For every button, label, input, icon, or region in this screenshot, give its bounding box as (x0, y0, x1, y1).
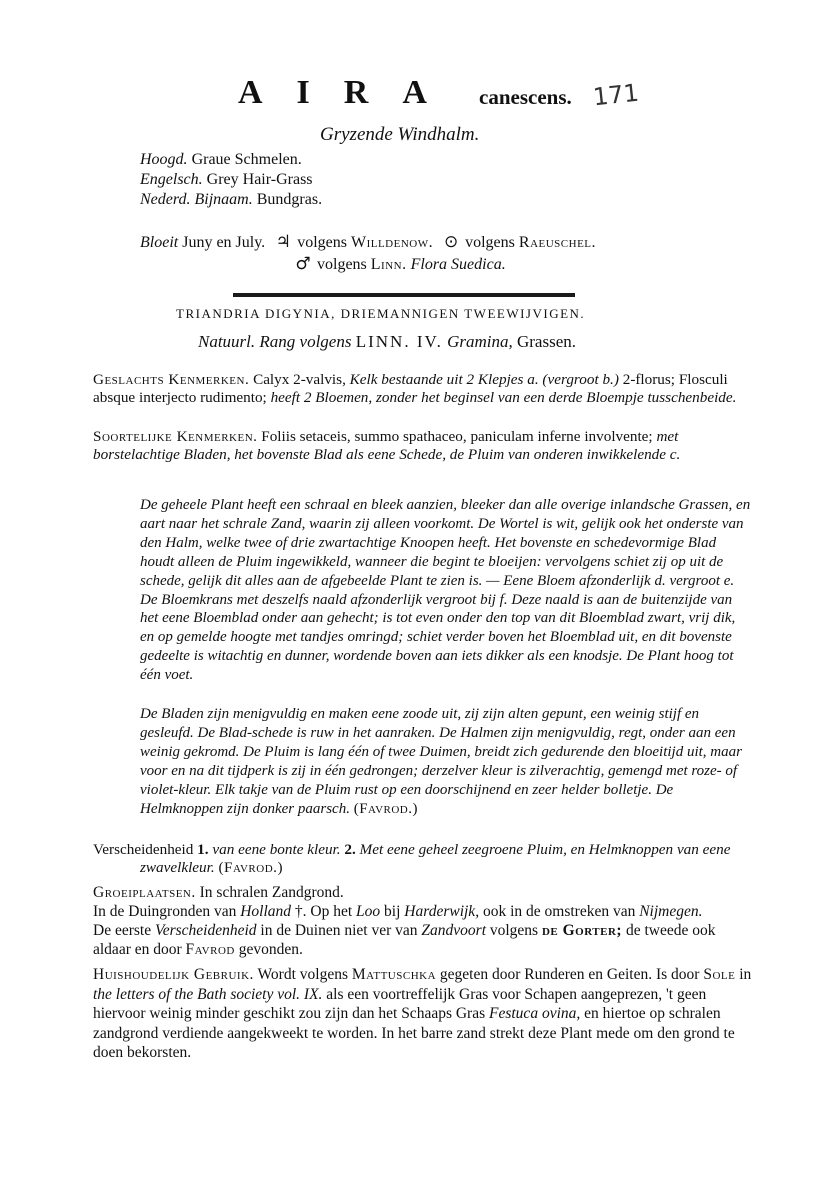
description-paragraph-1: De geheele Plant heeft een schraal en bleek aanzien, bleeker dan alle overige inlandsche Grassen, en aart naar het schrale Zand, waarin zij alleen voorkomt. De Wortel is wit, gelijk ook het onderste van den Halm, welke twee of drie zwartachtige Knoopen heeft. Het bovenste en schedevormige Blad houdt alleen de Pluim ingewikkeld, wanneer die begint te bloeijen: vervolgens schiet zij op uit de schede, gelijk dit alles aan de afgebeelde Plant te zien is. — Eene Bloem afzonderlijk d. vergroot e. De Bloemkrans met deszelfs naald afzonderlijk vergroot bij f. Deze naald is aan de buitenzijde van het eene Bloemblad onder aan gehecht; is tot even onder den top van dit Bloemblad zwart, vrij dik, en op gemelde hoogte met tandjes omringd; schiet verder boven het Bloemblad uit, en dit bovenste gedeelte is witachtig en dunner, wordende boven aan iets dikker als een knodsje. De Plant hoog tot één voet. (140, 497, 751, 684)
flowering-months: Juny en July. (182, 234, 266, 251)
flowering-line (140, 232, 596, 252)
flowering-line-2 (293, 254, 506, 274)
place-loo: Loo (356, 903, 381, 920)
annual-symbol-icon: ⊙ (443, 232, 459, 252)
use-text: Wordt volgens (257, 966, 348, 983)
volgens-text: volgens (317, 256, 367, 273)
latin-text: Foliis setaceis, summo spathaceo, paniculam inferne involvente; (261, 428, 653, 445)
variety-ref: Verscheidenheid (154, 922, 257, 939)
name-value: Graue Schmelen. (191, 151, 302, 168)
section-label: Soortelijke Kenmerken. (93, 428, 258, 445)
habitat-text: bij (384, 903, 401, 920)
name-language: Nederd. Bijnaam. (140, 191, 253, 208)
use-text: in (739, 966, 752, 983)
dagger-mark: †. (294, 903, 307, 920)
genus-title: AIRA (238, 74, 461, 111)
author-raeuschel: Raeuschel. (518, 234, 597, 251)
dutch-text: Kelk bestaande uit 2 Klepjes a. (vergroot b.) (349, 371, 619, 388)
author-favrod: (Favrod.) (353, 800, 418, 817)
habitat-text: De eerste (93, 922, 152, 939)
rank-prefix: Natuurl. Rang volgens (198, 332, 352, 351)
habitat-line (93, 883, 753, 902)
author-willdenow: Willdenow. (350, 234, 434, 251)
dutch-text: met borstelachtige Bladen, het bovenste Blad als eene Schede, de Pluim van onderen inwikkelende c. (93, 428, 681, 463)
author-sole: Sole (703, 966, 736, 983)
description-text: De Bladen zijn menigvuldig en maken eene zoode uit, zij zijn alten gepunt, een weinig stijf en gesleufd. De Blad-schede is ruw in het aanraken. De Halmen zijn menigvuldig, regt, onder aan een weinig gekromd. De Pluim is lang één of twee Duimen, breidt zich gedurende den bloeitijd uit, maar voor en na dit tijdperk is zij in één gedrongen; derzelver kleur is zilverachtig, gemengd met roze- of violet-kleur. Elk takje van de Pluim rust op een doorschijnend en zeer helder bolletje. De Helmknoppen zijn donker paarsch. (140, 706, 742, 817)
species-characters (93, 428, 753, 464)
name-language: Engelsch. (140, 171, 203, 188)
habitats (93, 883, 753, 959)
rank-linn: LINN. IV. (355, 332, 443, 351)
use-text: gegeten door Runderen en Geiten. Is door (439, 966, 700, 983)
genus-characters (93, 371, 753, 407)
publication-ref: the letters of the Bath society vol. IX. (93, 985, 323, 1003)
variety-text: Met eene geheel zeegroene Pluim, en Helmknoppen van eene zwavelkleur. (140, 841, 731, 876)
place-harderwijk: Harderwijk, (404, 903, 480, 920)
latin-text: 2-florus; Flosculi absque interjecto rudimento; (93, 371, 728, 406)
habitat-text: in de Duinen niet ver van (260, 922, 418, 939)
use-text: en hiertoe op schralen zandgrond verdiende aangekweekt te worden. In het barre zand strekt deze Plant mede om den grond te doen bekorsten. (93, 1005, 735, 1061)
economic-use (93, 965, 753, 1063)
name-row (140, 170, 322, 190)
author-linn: Linn. (370, 256, 407, 273)
name-value: Bundgras. (256, 191, 323, 208)
habitat-text: volgens (489, 922, 539, 939)
section-label: Huishoudelijk Gebruik. (93, 966, 254, 983)
section-label: Groeiplaatsen. (93, 884, 196, 901)
rank-gramina: Gramina, (447, 332, 513, 351)
habitat-text: In de Duingronden van (93, 903, 237, 920)
author-mattuschka: Mattuschka (351, 966, 437, 983)
male-symbol-icon: ♂ (295, 254, 311, 274)
section-label: Verscheidenheid (93, 841, 194, 858)
flora-suedica: Flora Suedica. (410, 256, 506, 273)
volgens-text: volgens (465, 234, 515, 251)
habitat-line (93, 902, 753, 921)
habitat-text: gevonden. (238, 941, 303, 958)
use-text: als een voortreffelijk Gras voor Schapen aangeprezen, 't geen hiervoor weinig minder geschikt zou zijn dan het Schaaps Gras (93, 985, 707, 1022)
name-row (140, 150, 322, 170)
linnaean-class: TRIANDRIA DIGYNIA, DRIEMANNIGEN TWEEWIJVIGEN. (176, 306, 586, 321)
habitat-line (93, 921, 753, 959)
name-value: Grey Hair-Grass (206, 171, 313, 188)
variety-number: 2. (344, 841, 356, 858)
section-label: Geslachts Kenmerken. (93, 371, 250, 388)
vernacular-names (140, 150, 322, 210)
variety-number: 1. (197, 841, 209, 858)
author-favrod: Favrod (185, 941, 235, 958)
latin-text: Calyx 2-valvis, (253, 371, 346, 388)
place-holland: Holland (240, 903, 292, 920)
species-title: canescens. (479, 85, 572, 109)
dutch-text: heeft 2 Bloemen, zonder het beginsel van een derde Bloempje tusschenbeide. (270, 389, 737, 406)
habitat-text: Op het (310, 903, 353, 920)
volgens-text: volgens (297, 234, 347, 251)
variety-text: van eene bonte kleur. (212, 841, 341, 858)
name-language: Hoogd. (140, 151, 188, 168)
author-gorter: de Gorter; (541, 922, 623, 939)
name-row (140, 190, 322, 210)
varieties (93, 841, 800, 877)
description-paragraph-2 (140, 705, 752, 818)
dutch-common-name: Gryzende Windhalm. (320, 124, 480, 145)
habitat-text: In schralen Zandgrond. (199, 884, 344, 901)
habitat-text: ook in de omstreken van (482, 903, 636, 920)
perennial-symbol-icon: ♃ (275, 232, 291, 252)
habitat-text: de tweede ook aldaar en door (93, 922, 716, 958)
flowering-label: Bloeit (140, 234, 179, 251)
place-zandvoort: Zandvoort (421, 922, 486, 939)
ornamental-divider (233, 292, 575, 298)
pencil-page-number: 171 (591, 78, 641, 112)
author-favrod: (Favrod.) (218, 859, 284, 876)
species-festuca: Festuca ovina, (489, 1005, 581, 1022)
place-nijmegen: Nijmegen. (639, 903, 703, 920)
rank-grassen: Grassen. (516, 332, 576, 351)
natural-rank (198, 332, 576, 352)
